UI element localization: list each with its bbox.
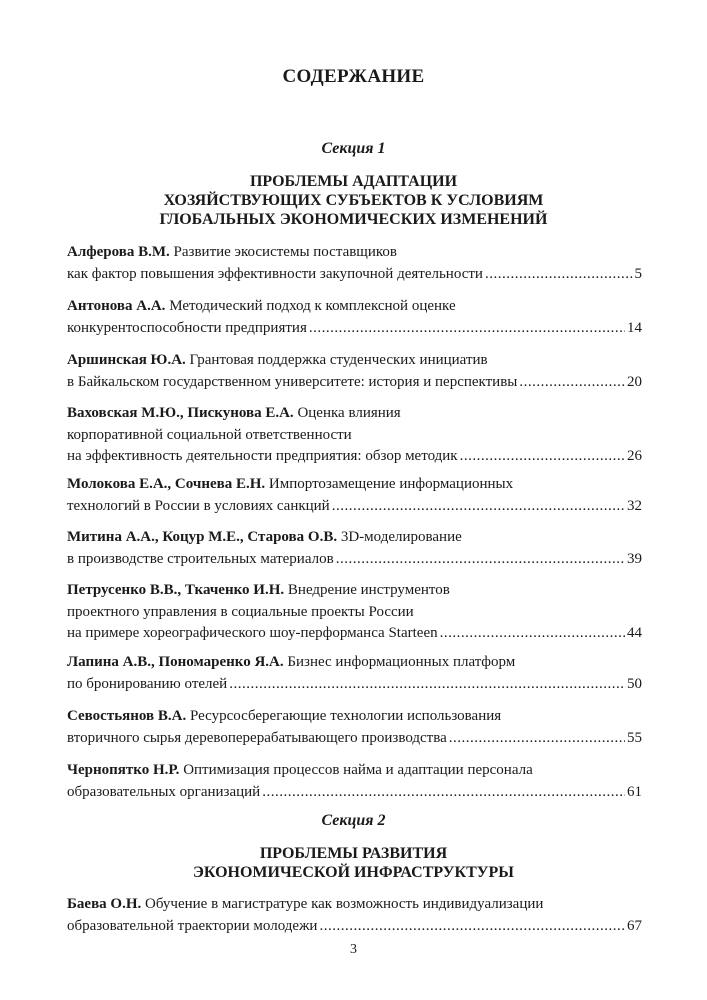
toc-entry-line (67, 527, 642, 549)
toc-entry-last-line (67, 318, 642, 340)
dot-leader (519, 372, 625, 394)
dot-leader (440, 623, 625, 645)
dot-leader (309, 318, 625, 340)
toc-entry-last-line (67, 916, 642, 938)
page-number: 3 (350, 942, 357, 957)
toc-entry-title: как фактор повышения эффективности закупочной деятельности (67, 265, 483, 282)
toc-entry-last-line (67, 674, 642, 696)
dot-leader (460, 446, 625, 468)
toc-entry-page-number: 14 (627, 319, 642, 336)
toc-entry-title: образовательных организаций (67, 783, 261, 800)
toc-entry-authors: Баева О.Н. (67, 896, 142, 912)
toc-entry[interactable] (67, 527, 642, 570)
section-1-title (0, 172, 707, 229)
dot-leader (262, 782, 625, 804)
toc-entry-authors: Петрусенко В.В., Ткаченко И.Н. (67, 582, 285, 598)
toc-entry-line (67, 242, 642, 264)
toc-entry[interactable] (67, 760, 642, 803)
toc-entry-title: на эффективность деятельности предприятия: обзор методик (67, 448, 458, 464)
toc-entry-title: Обучение в магистратуре как возможность индивидуализации (145, 896, 544, 912)
toc-entry-title: 3D-моделирование (340, 529, 462, 545)
toc-entry[interactable] (67, 242, 642, 285)
section-2-title (0, 844, 707, 882)
toc-entry-title: Методический подход к комплексной оценке (169, 298, 456, 314)
toc-entry-authors: Севостьянов В.А. (67, 708, 187, 724)
toc-entry-last-line (67, 782, 642, 804)
toc-entry-page-number: 44 (627, 625, 642, 641)
section-1-title-line: ГЛОБАЛЬНЫХ ЭКОНОМИЧЕСКИХ ИЗМЕНЕНИЙ (159, 211, 548, 228)
dot-leader (332, 496, 625, 518)
toc-entry-title: Импортозамещение информационных (268, 476, 514, 492)
toc-entry-title: технологий в России в условиях санкций (67, 497, 330, 514)
toc-entry-line (67, 706, 642, 728)
toc-entry-last-line (67, 264, 642, 286)
toc-entry-last-line (67, 372, 642, 394)
toc-entry-title: в Байкальском государственном университете: история и перспективы (67, 373, 518, 390)
toc-entry-last-line (67, 496, 642, 518)
toc-entry-page-number: 39 (627, 550, 642, 567)
toc-entry-page-number: 67 (627, 917, 642, 934)
toc-entry-title: Оценка влияния (297, 405, 401, 421)
toc-entry-authors: Митина А.А., Коцур М.Е., Старова О.В. (67, 529, 338, 545)
toc-entry-title: Ресурсосберегающие технологии использования (189, 708, 502, 724)
toc-entry-authors: Антонова А.А. (67, 298, 166, 314)
toc-entry-line (67, 652, 642, 674)
toc-entry-page-number: 5 (634, 265, 642, 282)
toc-entry-line: проектного управления в социальные проекты России (67, 603, 414, 620)
section-1-heading: Секция 1 (321, 140, 386, 157)
toc-entry-page-number: 26 (627, 448, 642, 464)
toc-entry-title: в производстве строительных материалов (67, 550, 334, 567)
toc-entry-title: по бронированию отелей (67, 675, 228, 692)
dot-leader (319, 916, 625, 938)
toc-entry-title: образовательной траектории молодежи (67, 917, 318, 934)
toc-entry[interactable] (67, 474, 642, 517)
toc-entry[interactable] (67, 580, 642, 645)
toc-entry-authors: Ваховская М.Ю., Пискунова Е.А. (67, 405, 294, 421)
toc-entry-last-line (67, 549, 642, 571)
toc-entry[interactable] (67, 403, 642, 468)
toc-entry[interactable] (67, 706, 642, 749)
section-1-title-line: ХОЗЯЙСТВУЮЩИХ СУБЪЕКТОВ К УСЛОВИЯМ (163, 192, 544, 209)
toc-entry-last-line (67, 728, 642, 750)
section-2-heading: Секция 2 (321, 812, 386, 829)
toc-entry-title: Внедрение инструментов (287, 582, 450, 598)
toc-entry-authors: Чернопятко Н.Р. (67, 762, 180, 778)
toc-entry-title: конкурентоспособности предприятия (67, 319, 307, 336)
toc-entry-page-number: 61 (627, 783, 642, 800)
toc-entry-line (67, 296, 642, 318)
toc-entry[interactable] (67, 350, 642, 393)
dot-leader (336, 549, 625, 571)
document-title: СОДЕРЖАНИЕ (282, 66, 425, 87)
section-2-title-line: ПРОБЛЕМЫ РАЗВИТИЯ (259, 845, 448, 862)
toc-entry-line (67, 350, 642, 372)
toc-entry-title: вторичного сырья деревоперерабатывающего производства (67, 729, 447, 746)
dot-leader (449, 728, 625, 750)
toc-entry-line (67, 894, 642, 916)
toc-entry-title: Грантовая поддержка студенческих инициатив (189, 352, 488, 368)
section-2-title-line: ЭКОНОМИЧЕСКОЙ ИНФРАСТРУКТУРЫ (193, 864, 514, 881)
toc-entry-authors: Аршинская Ю.А. (67, 352, 186, 368)
toc-entry-authors: Лапина А.В., Пономаренко Я.А. (67, 654, 284, 670)
toc-entry-line: корпоративной социальной ответственности (67, 426, 352, 443)
toc-entry[interactable] (67, 652, 642, 695)
toc-entry-title: Развитие экосистемы поставщиков (173, 244, 397, 260)
toc-entry-title: Оптимизация процессов найма и адаптации персонала (183, 762, 533, 778)
section-1-title-line: ПРОБЛЕМЫ АДАПТАЦИИ (249, 173, 458, 190)
dot-leader (229, 674, 625, 696)
dot-leader (485, 264, 633, 286)
toc-entry-last-line (67, 446, 642, 468)
toc-entry-last-line (67, 623, 642, 645)
toc-entry-page-number: 55 (627, 729, 642, 746)
toc-entry-page-number: 32 (627, 497, 642, 514)
toc-entry-page-number: 20 (627, 373, 642, 390)
toc-entry-title: на примере хореографического шоу-перформанса Starteen (67, 625, 438, 641)
toc-entry-line (67, 403, 642, 425)
toc-entry[interactable] (67, 296, 642, 339)
toc-entry-page-number: 50 (627, 675, 642, 692)
toc-entry-authors: Молокова Е.А., Сочнева Е.Н. (67, 476, 266, 492)
toc-entry-line (67, 760, 642, 782)
toc-entry-authors: Алферова В.М. (67, 244, 170, 260)
toc-entry-title: Бизнес информационных платформ (287, 654, 516, 670)
toc-entry[interactable] (67, 894, 642, 937)
toc-entry-line (67, 474, 642, 496)
toc-entry-line (67, 580, 642, 602)
